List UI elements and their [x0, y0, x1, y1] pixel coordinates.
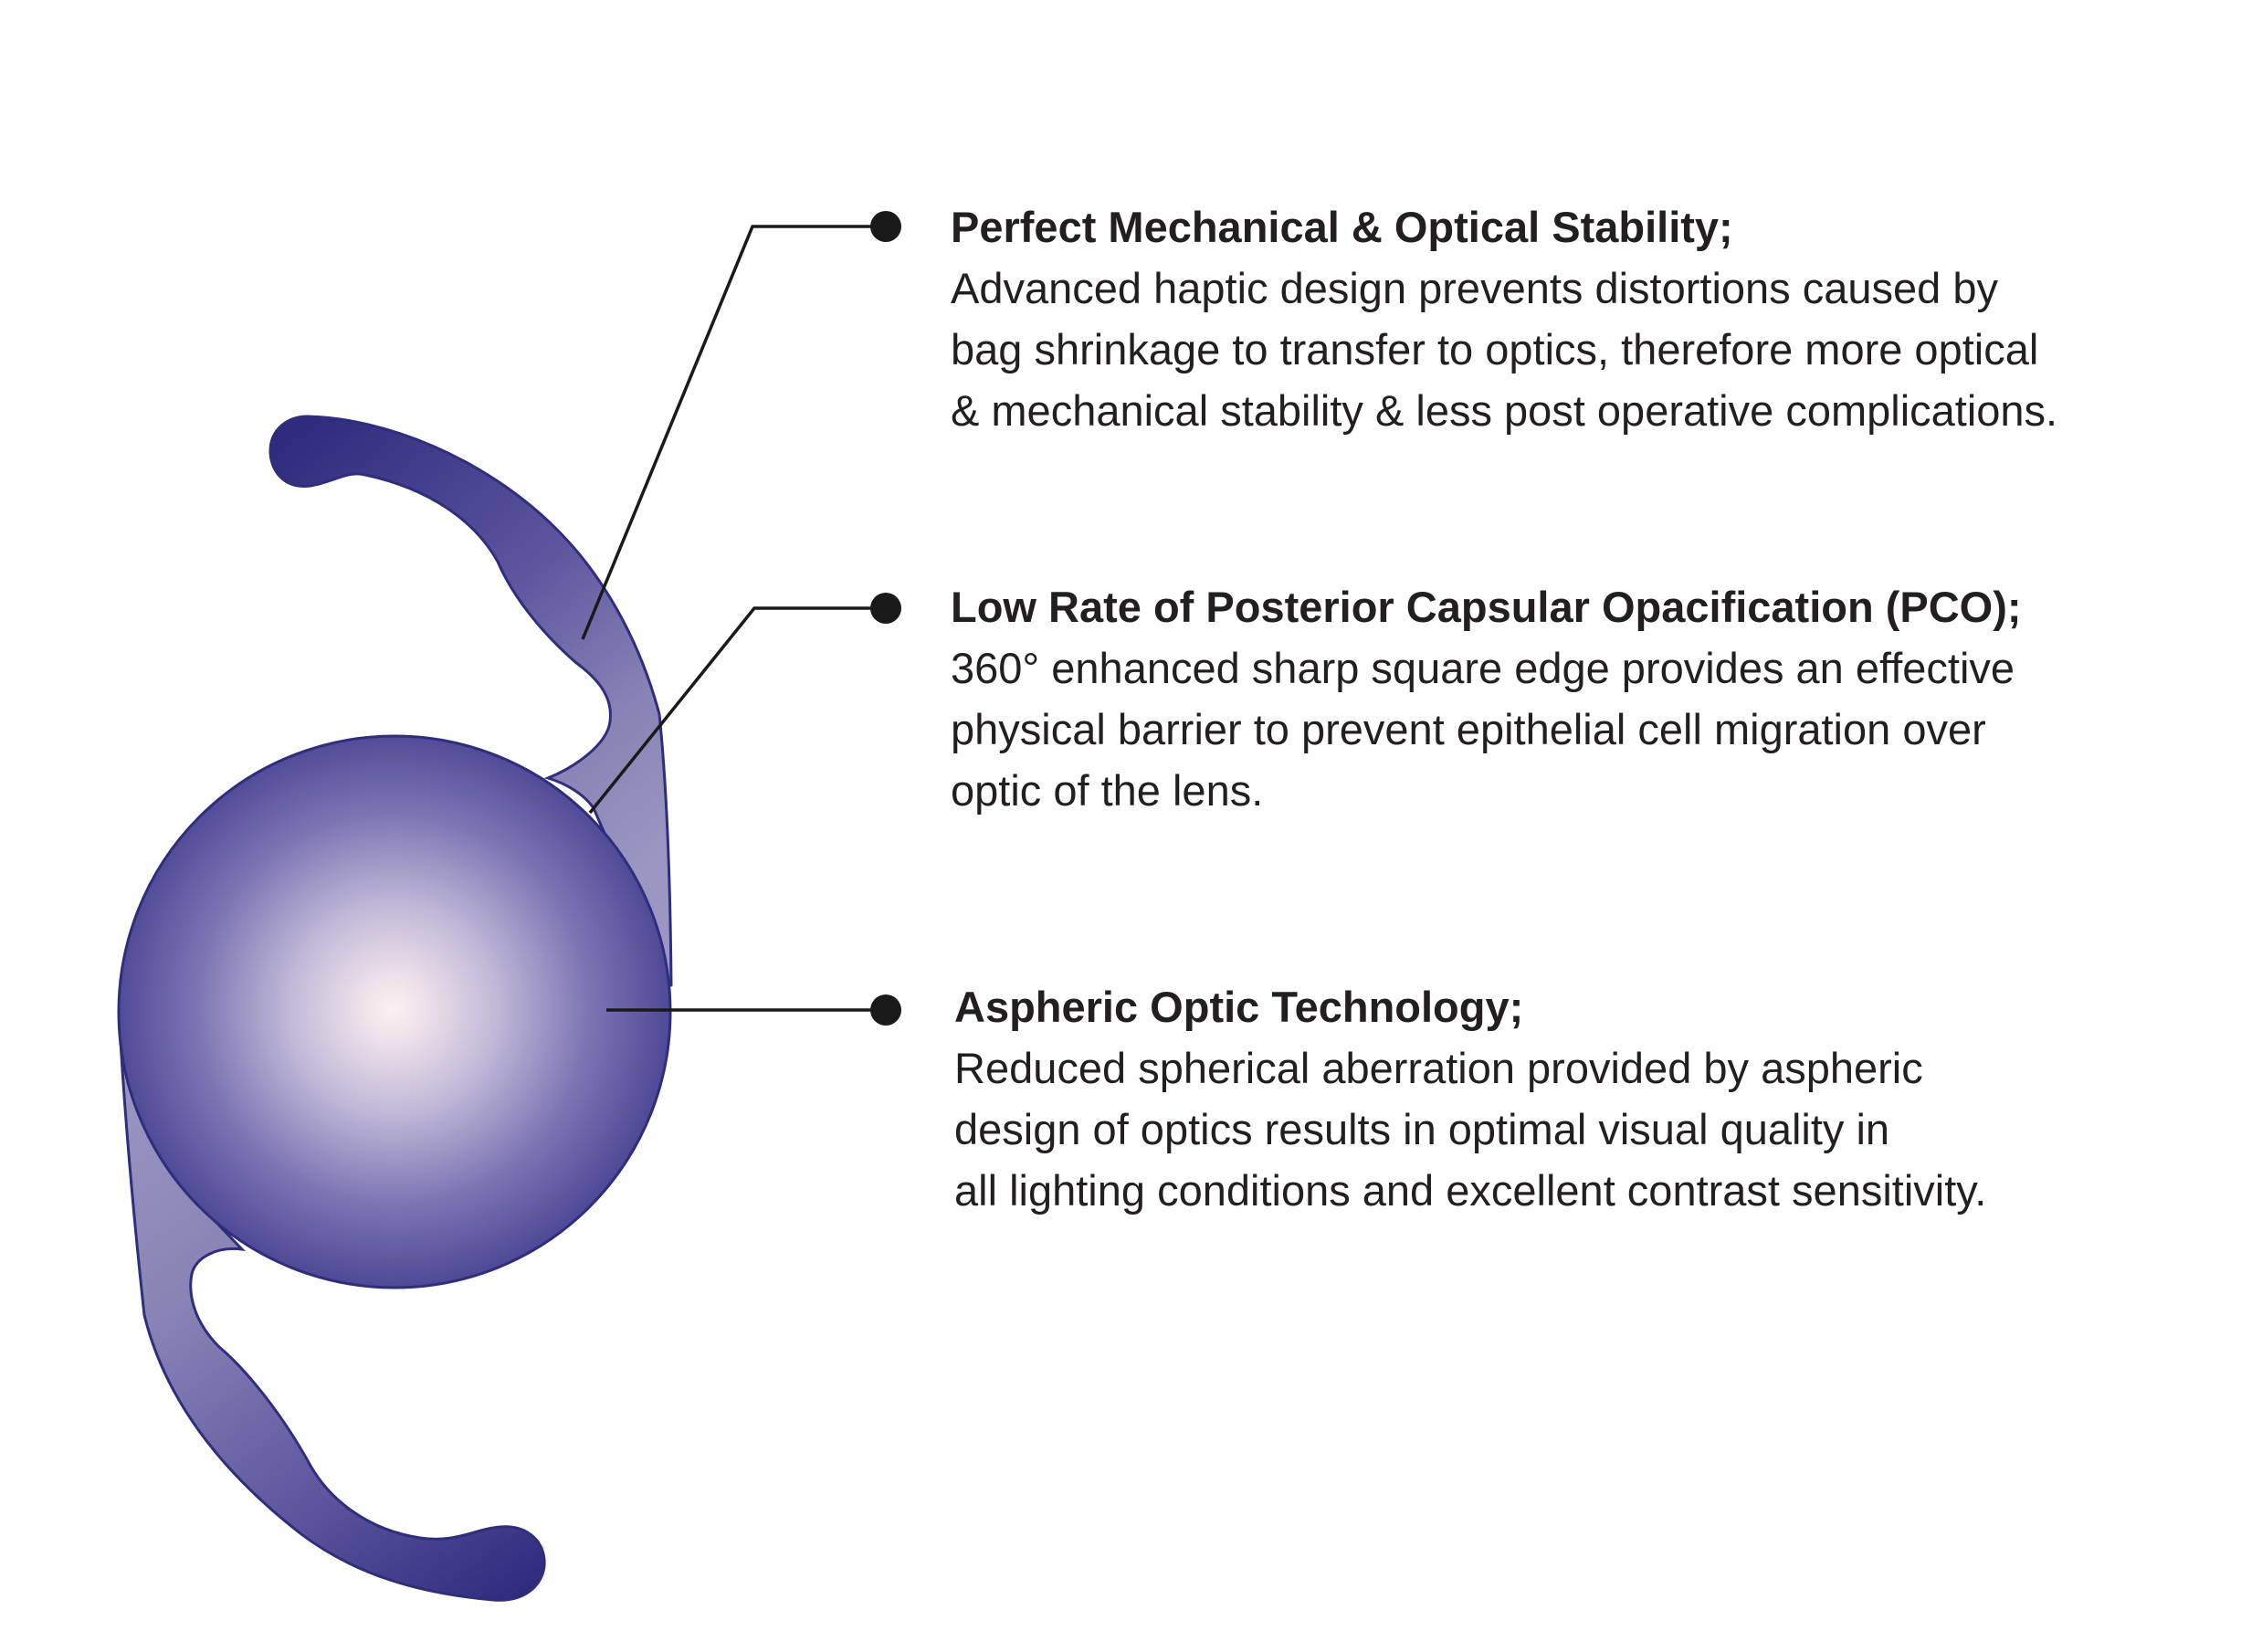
optic	[119, 736, 670, 1288]
feature-description-line: all lighting conditions and excellent contrast sensitivity.	[954, 1166, 1987, 1215]
bullet-stability	[870, 211, 901, 242]
feature-description-line: bag shrinkage to transfer to optics, therefore more optical	[951, 325, 2039, 374]
feature-description-line: Reduced spherical aberration provided by aspheric	[954, 1044, 1923, 1092]
feature-pco	[951, 576, 2241, 821]
leader-line-stability	[583, 226, 882, 639]
feature-stability	[951, 196, 2241, 441]
feature-description-line: optic of the lens.	[951, 766, 1264, 815]
feature-description-line: physical barrier to prevent epithelial cell migration over	[951, 705, 1986, 753]
feature-title: Perfect Mechanical & Optical Stability;	[951, 203, 1733, 251]
feature-description-line: design of optics results in optimal visual quality in	[954, 1105, 1890, 1153]
feature-description-line: 360° enhanced sharp square edge provides an effective	[951, 644, 2015, 692]
feature-title: Aspheric Optic Technology;	[954, 983, 1524, 1031]
feature-description-line: Advanced haptic design prevents distortions caused by	[951, 264, 1998, 312]
bullet-pco	[870, 593, 901, 624]
bullet-aspheric	[870, 994, 901, 1026]
feature-description-line: & mechanical stability & less post operative complications.	[951, 386, 2058, 435]
feature-title: Low Rate of Posterior Capsular Opacification (PCO);	[951, 583, 2022, 631]
feature-aspheric	[954, 976, 2241, 1221]
